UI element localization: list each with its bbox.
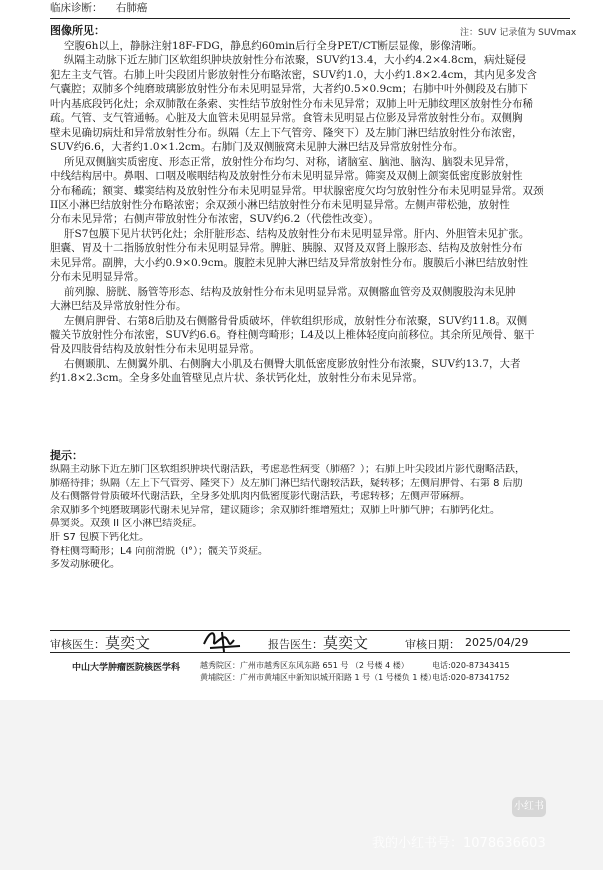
campus-address-2: 黄埔院区：广州市黄埔区中新知识城开阳路 1 号（1 号楼负 1 楼） [200,673,436,682]
reviewer-name: 莫奕文 [105,634,151,652]
footer-divider [50,652,570,653]
findings-line: 大淋巴结及异常放射性分布。 [50,300,187,313]
clinical-diagnosis [50,2,570,15]
findings-line: SUV约6.6，大者约1.0×1.2cm。右肺门及双侧腋窝未见肿大淋巴结及异常放射性分布。 [50,141,464,154]
findings-line: 犯左主支气管。右肺上叶尖段团片影放射性分布略浓密，SUV约1.0，大小约1.8×2.4cm，其内见多发含 [50,68,537,81]
findings-line: 胆囊、胃及十二指肠放射性分布未见明显异常。脾脏、胰腺、双肾及双肾上腺形态、结构及放射性分布 [50,242,523,255]
hint-line: 多发动脉硬化。 [50,559,120,571]
date-label: 审核日期： [405,638,460,651]
clinical-diagnosis-value: 右肺癌 [115,2,148,14]
findings-line: 约1.8×2.3cm。全身多处血管壁见点片状、条状钙化灶，放射性分布未见异常。 [50,372,424,385]
reporter-label: 报告医生： [268,638,323,651]
hint-line: 肺癌待排；纵隔（左上下气管旁、隆突下）及左肺门淋巴结代谢较活跃，疑转移；左侧肩胛骨、右第 8 后肋 [50,477,523,489]
findings-title: 图像所见： [50,24,105,37]
findings-line: 中线结构居中。鼻咽、口咽及喉咽结构及放射性分布未见明显异常。筛窦及双侧上颌窦低密度影放射性 [50,170,523,183]
hint-line: 纵隔主动脉下近左肺门区软组织肿块代谢活跃，考虑恶性病变（肺癌？）；右肺上叶尖段团片影代谢略活跃， [50,464,525,475]
signature-divider [50,630,570,631]
findings-line: 未见异常。副脾，大小约0.9×0.9cm。腹腔未见肿大淋巴结及异常放射性分布。腹膜后小淋巴结放射性 [50,256,529,269]
findings-line: 髋关节放射性分布浓密，SUV约6.6。脊柱侧弯畸形；L4及以上椎体轻度向前移位。其余所见颅骨、躯干 [50,329,535,341]
reviewer-label: 审核医生： [50,638,105,651]
findings-line: 分布稀疏；额窦、蝶窦结构及放射性分布未见明显异常。甲状腺密度欠均匀放射性分布未见明显异常。双颈 [50,184,544,197]
findings-line: 骨及四肢骨结构及放射性分布未见明显异常。 [50,343,260,356]
clinical-diagnosis-label: 临床诊断： [50,2,103,14]
hint-line: 及右侧髂骨骨质破坏代谢活跃，全身多处肌肉内低密度影代谢活跃，考虑转移；左侧声带麻痹。 [50,491,470,503]
findings-line: 气囊腔；双肺多个纯磨玻璃影放射性分布未见明显异常，大者约0.5×0.9cm；右肺中叶外侧段及右肺下 [50,83,529,96]
findings-line: 壁未见确切病灶和异常放射性分布。纵隔（左上下气管旁、隆突下）及左肺门淋巴结放射性分布浓密， [50,126,523,139]
findings-line: 疏。气管、支气管通畅。心脏及大血管未见明显异常。食管未见明显占位影及异常放射性分布。双侧胸 [50,112,523,125]
suv-note: 注：SUV 记录值为 SUVmax [460,28,577,38]
findings-line: 分布未见异常；右侧声带放射性分布浓密，SUV约6.2（代偿性改变）。 [50,213,380,226]
phone-1: 电话:020-87343415 [432,661,510,670]
phone-2: 电话:020-87341752 [432,673,510,682]
watermark-logo: 小红书 [512,797,546,817]
findings-line: 叶内基底段钙化灶；余双肺散在条索、实性结节放射性分布未见异常；双肺上叶无肺纹理区放射性分布稀 [50,97,533,110]
header-divider [50,18,570,19]
findings-line: II区小淋巴结放射性分布略浓密；余双颈小淋巴结放射性分布未见明显异常。左侧声带松弛，放射性 [50,198,510,211]
hint-line: 肝 S7 包膜下钙化灶。 [50,532,150,543]
hints-title: 提示： [50,449,83,462]
hint-line: 余双肺多个纯磨玻璃影代谢未见异常，建议随诊；余双肺纤维增殖灶；双肺上叶肺气肿；右肺钙化灶。 [50,504,500,516]
campus-address-1: 越秀院区：广州市越秀区东风东路 651 号 （2 号楼 4 楼） [200,661,409,670]
findings-line: 空腹6h以上，静脉注射18F-FDG，静息约60min后行全身PET/CT断层显像，影像清晰。 [64,40,483,52]
findings-line: 分布未见明显异常。 [50,271,145,284]
hint-line: 脊柱侧弯畸形；L4 向前滑脱（I°）；髋关节炎症。 [50,545,269,557]
findings-line: 肝S7包膜下见片状钙化灶；余肝脏形态、结构及放射性分布未见明显异常。肝内、外胆管未见扩张。 [64,227,530,240]
findings-line: 右侧颞肌、左侧翼外肌、右侧胸大小肌及右侧臀大肌低密度影放射性分布浓聚，SUV约13.7，大者 [64,357,521,370]
findings-line: 纵隔主动脉下近左肺门区软组织肿块放射性分布浓聚，SUV约13.4，大小约4.2×4.8cm，病灶疑侵 [64,54,527,67]
institution-name: 中山大学肿瘤医院核医学科 [72,663,181,673]
findings-line: 前列腺、膀胱、肠管等形态、结构及放射性分布未见明显异常。双侧髂血管旁及双侧腹股沟未见肿 [64,285,516,298]
reporter-name: 莫奕文 [323,634,369,652]
findings-line: 所见双侧脑实质密度、形态正常，放射性分布均匀、对称，诸脑室、脑池、脑沟、脑裂未见异常， [64,155,516,168]
findings-line: 左侧肩胛骨、右第8后肋及右侧髂骨骨质破坏，伴软组织形成，放射性分布浓聚，SUV约11.8。双侧 [64,314,528,327]
date-value: 2025/04/29 [465,636,529,649]
handwritten-signature [200,626,248,654]
hint-line: 鼻窦炎。双颈 II 区小淋巴结炎症。 [50,518,203,530]
watermark-text: 我的小红书号：1078636603 [372,836,546,851]
